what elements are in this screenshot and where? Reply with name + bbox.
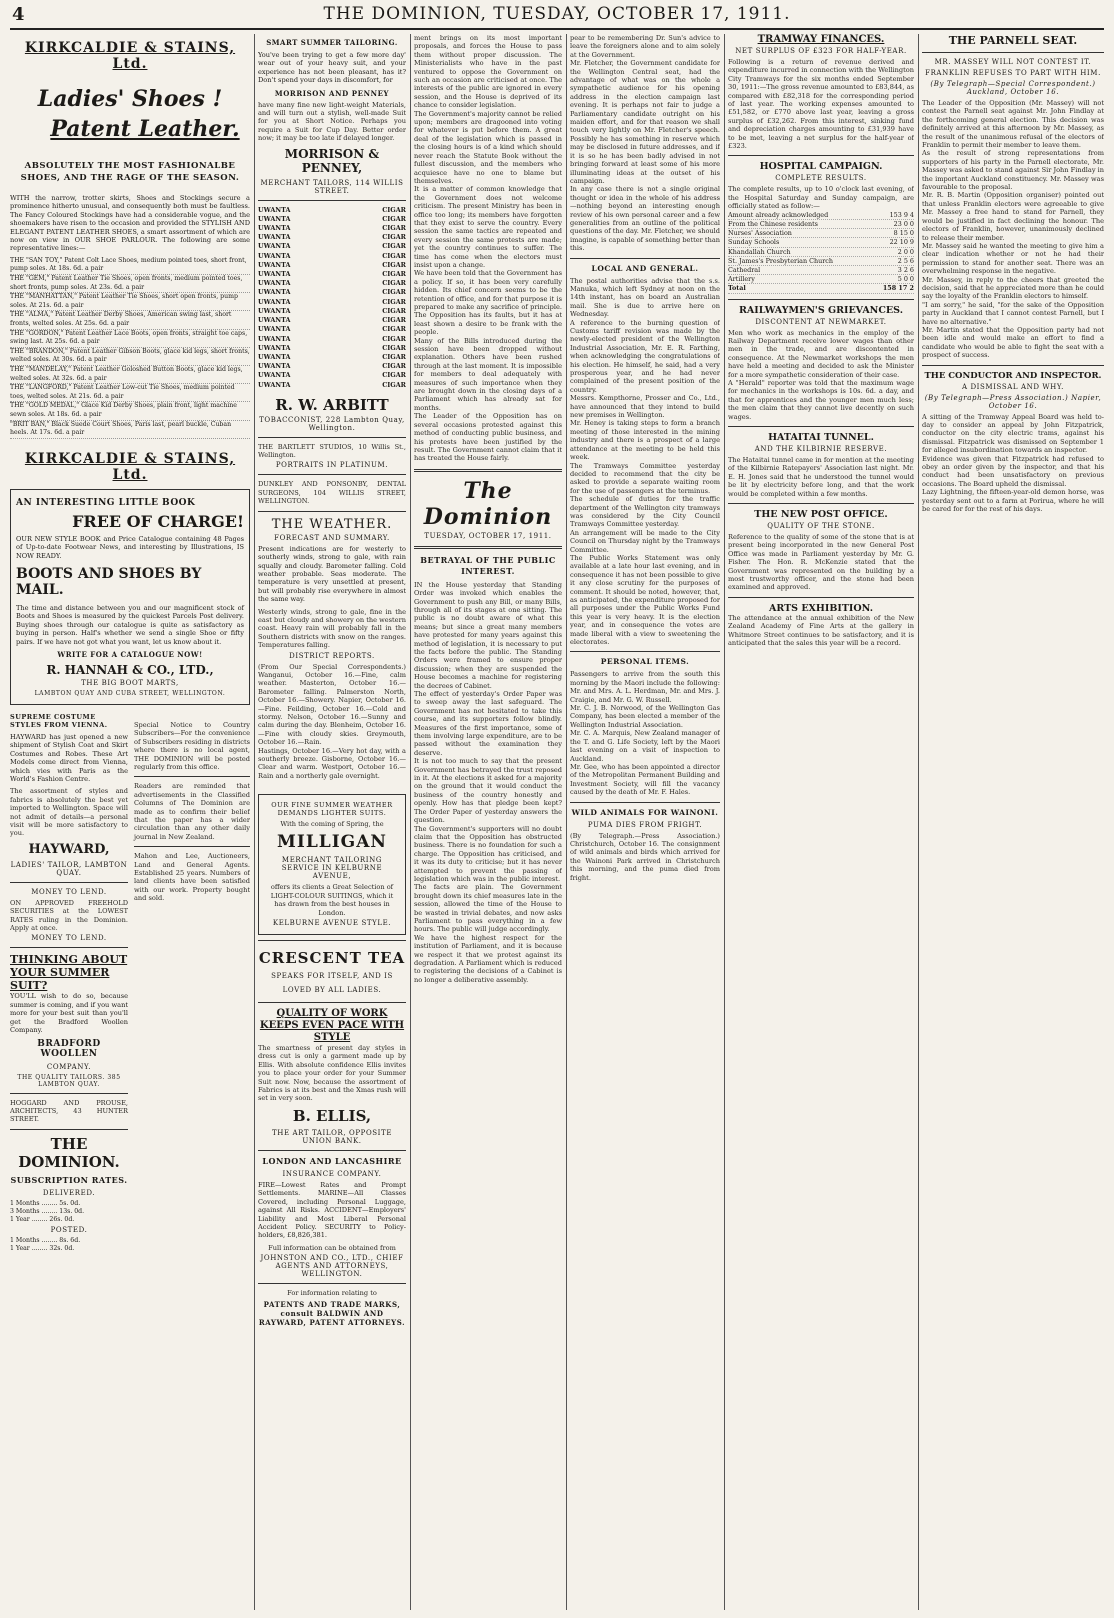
district-reports: DISTRICT REPORTS. [289,651,375,660]
uwanta-word: UWANTA [258,325,291,334]
uwanta-word: UWANTA [258,352,291,361]
morrison-penney: MORRISON & PENNEY, [284,146,380,175]
rate-line: 1 Year ........ 32s. 0d. [10,1245,75,1253]
rate-line: 1 Months ........ 8s. 6d. [10,1237,81,1244]
uwanta-word: UWANTA [258,306,291,315]
hospital-heading: HOSPITAL CAMPAIGN. [759,161,883,173]
delivered-label: DELIVERED. [42,1188,96,1197]
free-of-charge: FREE OF CHARGE! [72,511,244,531]
column-3: ment brings on its most important proposals, and forces the House to pass them without proper discussion. The Ministerialists who have in the past ventured to oppose the Government on such an occasion are criticised at once. The interests of the public are ignored in every session, and the House is deprived of its chance to consider legislation. The Government's majority cannot be relied upon; members are dragooned into voting for whatever is put before them. A great deal of the legislation which is passed in the closing hours is of a kind which should never reach the Statute Book without the fullest discussion, and the members who acquiesce have no one to blame but themselves. It is a matter of common knowledge that the Government does not welcome criticism. The present Ministry has been in office too long; its members have forgotten that they exist to serve the country. Every session the same tactics are repeated and every session the same protests are made; yet the country continues to suffer. The time has come when the electors must insist upon a change. We have been told that the Government has a policy. If so, it has been very carefully hidden. Its chief concern seems to be the retention of office, and for that purpose it is prepared to make any sacrifice of principle. The Opposition has its faults, but it has at least shown a desire to be frank with the people. Many of the Bills introduced during the session have been dropped without explanation. Others have been rushed through at the last moment. It is impossible for members to deal adequately with measures of such importance when they are brought down in the closing days of a Parliament which has already sat for months. The Leader of the Opposition has on several occasions protested against this method of conducting public business, and his protests have been justified by the result. The Government cannot claim that it has treated the House fairly. The Dominion TUESDAY, OCTOBER 17, 1911. BETRAYAL OF THE PUBLIC INTEREST. IN the House yesterday that Standing Order was invoked which enables the Government to push any Bill, or many Bills, through all of its stages at one sitting. The public is no doubt aware of what this means; but since a great many members have protested for many years against this method of legislation, it is necessary to put the facts before the public. The Standing Orders were framed to ensure proper discussion; when they are suspended the House becomes a machine for registering the decrees of Cabinet. The effect of yesterday's Order Paper was to sweep away the last safeguard. The Government has not hesitated to take this course, and its supporters follow blindly. Measures of the first importance, some of them involving large expenditure, are to be passed without the examination they deserve. It is not too much to say that the present Government has betrayed the trust reposed in it. At the elections it asked for a majority on the ground that it would conduct the business of the country honestly and openly. How has that pledge been kept? The Order Paper of yesterday answers the question. The Government's supporters will no doubt claim that the Opposition has obstructed business. There is no foundation for such a charge. The Opposition has criticised, and it was its duty to criticise; but it has never attempted to prevent the passing of legislation which was in the public interest. The facts are plain. The Government brought down its chief measures late in the session, allowed the time of the House to be wasted in trivial debates, and now asks Parliament to pass everything in a few hours. The public will judge accordingly. We have the highest respect for the institution of Parliament, and it is because we respect it that we protest against its degradation. A Parliament which is reduced to registering the decisions of a Cabinet is no longer a deliberative assembly. [414,34,562,984]
arbitt-sub: TOBACCONIST, 228 Lambton Quay, Wellington. [259,415,405,432]
parnell-heading: THE PARNELL SEAT. [948,34,1078,47]
table-row: Sunday Schools 22 10 9 [728,238,914,247]
hospital-sub: COMPLETE RESULTS. [775,174,867,183]
dental: DUNKLEY AND PONSONBY, DENTAL SURGEONS, 104 WILLIS STREET, WELLINGTON. [258,480,406,506]
uwanta-row [258,233,406,242]
bartlett: THE BARTLETT STUDIOS, 10 Willis St., Wellington. [258,442,406,460]
uwanta-row [258,206,406,215]
boots-by-mail: BOOTS AND SHOES BY MAIL. [16,565,202,598]
railwaymen-sub: DISCONTENT AT NEWMARKET. [755,317,887,326]
bartlett-sub: PORTRAITS IN PLATINUM. [275,461,389,470]
column-2: SMART SUMMER TAILORING. You've been trying to get a few more day' wear out of your heavy suit, and your experience has not been pleasant, has it? Don't spend your days in discomfort, for MORRISON AND PENNEY have many fine new light-weight Materials, and will turn out a stylish, well-made Suit for you at Short Notice. Perhaps you require a Suit for Cup Day. Better order now; it may be too late if delayed longer. MORRISON & PENNEY, MERCHANT TAILORS, 114 WILLIS STREET. UWANTA CIGAR UWANTA CIGAR UWANTA CIGAR UWANTA CIGAR UWANTA CIGAR UWANTA CIGAR UWANTA CIGAR UWANTA CIGAR UWANTA CIGAR UWANTA CIGAR UWANTA CIGAR UWANTA CIGAR UWANTA CIGAR UWANTA CIGAR UWANTA CIGAR UWANTA CIGAR UWANTA CIGAR UWANTA CIGAR UWANTA CIGAR UWANTA CIGAR R. W. ARBITT TOBACCONIST, 228 Lambton Quay, Wellington. THE BARTLETT STUDIOS, 10 Willis St., Wellington. PORTRAITS IN PLATINUM. DUNKLEY AND PONSONBY, DENTAL SURGEONS, 104 WILLIS STREET, WELLINGTON. THE WEATHER. FORECAST AND SUMMARY. Present indications are for westerly to southerly winds, strong to gale, with rain squally and cloudy. Barometer falling. Cold weather probable. Seas moderate. The temperature is very unsettled at present, but will probably rise everywhere in almost the same way. Westerly winds, strong to gale, fine in the east but cloudy and showery on the western coast. Heavy rain will probably fall in the Southern districts with snow on the ranges. Temperatures falling. DISTRICT REPORTS. (From Our Special Correspondents.) Wanganui, October 16.—Fine, calm weather. Masterton, October 16.—Barometer falling. Palmerston North, October 16.—Showery. Napier, October 16.—Fine. Feilding, October 16.—Cold and stormy. Nelson, October 16.—Sunny and calm during the day. Blenheim, October 16.—Fine with cloudy skies. Greymouth, October 16.—Rain. Hastings, October 16.—Very hot day, with a southerly breeze. Gisborne, October 16.—Clear and warm. Westport, October 16.—Rain and a northerly gale overnight. [258,38,406,780]
london-sub: INSURANCE COMPANY. [282,1169,382,1178]
column-6: THE PARNELL SEAT. MR. MASSEY WILL NOT CONTEST IT. FRANKLIN REFUSES TO PART WITH HIM. (By Telegraph—Special Correspondent.) Auckland, October 16. The Leader of the Opposition (Mr. Massey) will not contest the Parnell seat against Mr. John Findlay at the forthcoming general election. This decision was definitely arrived at this afternoon by Mr. Massey, as the result of the unanimous refusal of the electors of Franklin to permit their member to leave them. As the result of strong representations from supporters of his party in the Parnell electorate, Mr. Massey was asked to stand against Sir John Findlay in the important Auckland constituency. Mr. Massey was favourable to the proposal. Mr. R. B. Martin (Opposition organiser) pointed out that unless Franklin electors were agreeable to give Mr. Massey a free hand to stand for Parnell, they would be justified in fact declining the honour. The electors of Franklin, however, unanimously declined to release their member. Mr. Massey said he wanted the meeting to give him a clear indication whether or not he had their permission to stand for another seat. There was an overwhelming response in the negative. Mr. Massey, in reply to the cheers that greeted the decision, said that he appreciated more than he could say the loyalty of the Franklin electors to himself. "I am sorry," he said, "for the sake of the Opposition party in Auckland that I cannot contest Parnell, but I have no alternative." Mr. Martin stated that the Opposition party had not been idle and would make an effort to find a candidate who would be able to fight the seat with a prospect of success. THE CONDUCTOR AND INSPECTOR. A DISMISSAL AND WHY. (By Telegraph—Press Association.) Napier, October 16. A sitting of the Tramway Appeal Board was held to-day to consider an appeal by John Fitzpatrick, conductor on the city electric trams, against his dismissal. Fitzpatrick was dismissed on September 1 for alleged insubordination towards an inspector. Evidence was given that Fitzpatrick had refused to obey an order given by the inspector, and that his conduct had been unsatisfactory on previous occasions. The Board upheld the dismissal. Lazy Lightning, the fifteen-year-old demon horse, was yesterday sent out to a farm at Porirua, where he will be cared for for the rest of his days. [922,34,1104,514]
shoe-line: THE "LANGFORD," Patent Leather Low-cut Tie Shoes, medium pointed toes, welted soles. At 21s. 6d. a pair [10,384,250,402]
uwanta-ad [258,206,406,396]
uwanta-word: UWANTA [258,380,291,389]
cigar-word: CIGAR [382,233,406,242]
cigar-word: CIGAR [382,224,406,233]
uwanta-row [258,362,406,371]
arts-heading: ARTS EXHIBITION. [768,602,873,614]
column-5: TRAMWAY FINANCES. NET SURPLUS OF £323 FOR HALF-YEAR. Following is a return of revenue derived and expenditure incurred in connection with the Wellington City Tramways for the six months ended September 30, 1911:—The gross revenue amounted to £83,844, as compared with £82,318 for the corresponding period of last year. The working expenses amounted to £51,582, or £770 above last year, leaving a gross surplus of £32,262. From this interest, sinking fund and depreciation charges amounting to £31,939 have to be met, leaving a net surplus for the half-year of £323. HOSPITAL CAMPAIGN. COMPLETE RESULTS. The complete results, up to 10 o'clock last evening, of the Hospital Saturday and Sunday campaign, are officially stated as follow:— Amount already acknowledged 153 9 4 From the Chinese residents 23 0 0 Nurses' Association 8 15 0 Sunday Schools 22 10 9 Khandallah Church 2 0 0 St. James's Presbyterian Church 2 5 6 Cathedral 3 2 6 Artillery 5 0 0 Total 158 17 2 RAILWAYMEN'S GRIEVANCES. DISCONTENT AT NEWMARKET. Men who work as mechanics in the employ of the Railway Department receive lower wages than other men in the trade, and are discontented in consequence. At the Newmarket workshops the men have held a meeting and decided to ask the Minister for a more sympathetic consideration of their case. A "Herald" reporter was told that the maximum wage for mechanics in the workshops is 10s. 6d. a day, and that for apprentices and the younger men much less; the men claim that they cannot live decently on such wages. HATAITAI TUNNEL. AND THE KILBIRNIE RESERVE. The Hataitai tunnel came in for mention at the meeting of the Kilbirnie Ratepayers' Association last night. Mr. E. H. Jones said that he understood the tunnel would be lit by electricity before long, and that the work would be completed within a few months. THE NEW POST OFFICE. QUALITY OF THE STONE. Reference to the quality of some of the stone that is at present being incorporated in the new General Post Office was made in Parliament yesterday by Mr. G. Fisher. The Hon. R. McKenzie stated that the Government was represented on the building by a most trustworthy officer, and the stone had been examined and approved. ARTS EXHIBITION. The attendance at the annual exhibition of the New Zealand Academy of Fine Arts at the gallery in Whitmore Street continues to be satisfactory, and it is anticipated that the sales this year will be a record. [728,34,914,648]
uwanta-row [258,316,406,325]
franklin-sub: FRANKLIN REFUSES TO PART WITH HIM. [925,69,1101,77]
milligan-sub: MERCHANT TAILORING SERVICE IN KELBURNE AVENUE, [281,856,383,881]
uwanta-row [258,215,406,224]
uwanta-row [258,279,406,288]
thinking-text: YOU'LL wish to do so, because summer is coming, and if you want more for your best suit than you'll get the Bradford Woollen Company. [10,992,128,1035]
cigar-word: CIGAR [382,279,406,288]
milligan-name: MILLIGAN [277,832,387,853]
cigar-word: CIGAR [382,260,406,269]
dominion-heading: THE DOMINION. [18,1134,120,1171]
uwanta-row [258,381,406,390]
shoe-line: THE "MANHATTAN," Patent Leather Tie Shoes, short open fronts, pump soles. At 21s. 6d. a pair [10,293,250,311]
cigar-word: CIGAR [382,270,406,279]
weather-text: Present indications are for westerly to southerly winds, strong to gale, with rain squally and cloudy. Barometer falling. Cold weather probable. Seas moderate. The temperature is very unsettled at present, but will probably rise everywhere in almost the same way. [258,544,406,604]
uwanta-row [258,270,406,279]
crescent-tea: CRESCENT TEA [258,949,406,968]
conductor-heading: THE CONDUCTOR AND INSPECTOR. [924,370,1102,381]
cigar-word: CIGAR [382,297,406,306]
uwanta-word: UWANTA [258,343,291,352]
cigar-word: CIGAR [382,352,406,361]
tramway-sub: NET SURPLUS OF £323 FOR HALF-YEAR. [735,47,907,55]
hayward-filler: The assortment of styles and fabrics is absolutely the best yet imported to Wellington. Space will not admit of details—a personal visit will be more satisfactory to you. [10,787,128,838]
dismissal-sub: A DISMISSAL AND WHY. [961,382,1065,391]
book-text: OUR NEW STYLE BOOK and Price Catalogue containing 48 Pages of Up-to-date Footwear News, and interesting by Illustrations, IS NOW READY. [16,534,244,560]
uwanta-row [258,344,406,353]
write-catalogue: WRITE FOR A CATALOGUE NOW! [57,649,203,659]
table-row: St. James's Presbyterian Church 2 5 6 [728,256,914,265]
ellis-sub: THE ART TAILOR, OPPOSITE UNION BANK. [271,1128,393,1145]
catalogue-ad [10,489,250,705]
uwanta-row [258,242,406,251]
firm-name-2: KIRKCALDIE & STAINS, Ltd. [24,450,236,483]
hannah-name: R. HANNAH & CO., LTD., [46,662,214,677]
cigar-word: CIGAR [382,288,406,297]
cigar-word: CIGAR [382,325,406,334]
rate-line: 1 Year ........ 26s. 0d. [10,1215,75,1223]
milligan-ad: OUR FINE SUMMER WEATHER DEMANDS LIGHTER SUITS. With the coming of Spring, the MILLIGAN MERCHANT TAILORING SERVICE IN KELBURNE AVENUE, offers its clients a Great Selection of LIGHT-COLOUR SUITINGS, which it has drawn from the best houses in London. KELBURNE AVENUE STYLE. [258,794,406,935]
masthead-title: THE DOMINION, TUESDAY, OCTOBER 17, 1911. [323,4,791,24]
table-row: Total 158 17 2 [728,284,914,293]
post-office-sub: QUALITY OF THE STONE. [767,522,875,531]
shoes-intro: WITH the narrow, trotter skirts, Shoes and Stockings secure a prominence hitherto unusual, and consequently both must be faultless. The Fancy Coloured Stockings have had a considerable vogue, and the shoemakers have risen to the occasion and provided the STYLISH AND ELEGANT PATENT LEATHER SHOES, a smart assortment of which are now on view in OUR SHOE PARLOUR. The following are some representative lines:— [10,194,250,253]
uwanta-word: UWANTA [258,334,291,343]
uwanta-word: UWANTA [258,270,291,279]
uwanta-word: UWANTA [258,251,291,260]
morrison-sub: MERCHANT TAILORS, 114 WILLIS STREET. [260,178,404,195]
betrayal-heading: BETRAYAL OF THE PUBLIC INTEREST. [420,554,556,576]
uwanta-row [258,261,406,270]
column-1 [10,34,250,1610]
tramway-heading: TRAMWAY FINANCES. [757,34,885,45]
dominion-date: TUESDAY, OCTOBER 17, 1911. [424,531,552,540]
hayward-text: HAYWARD has just opened a new shipment of Stylish Coat and Skirt Costumes and Robes. These Art Models come direct from Vienna, which vies with Paris as the World's Fashion Centre. [10,732,128,783]
hayward-sub: LADIES' TAILOR, LAMBTON QUAY. [10,860,128,877]
shoes-subheading: ABSOLUTELY THE MOST FASHIONALBE SHOES, AND THE RAGE OF THE SEASON. [20,161,240,183]
shoe-line: THE "MANDELAY," Patent Leather Goloshed Button Boots, glace kid legs, welted soles. At 32s. 6d. a pair [10,366,250,384]
forecast-heading: FORECAST AND SUMMARY. [274,533,390,542]
puma-sub: PUMA DIES FROM FRIGHT. [587,820,703,829]
hataitai-heading: HATAITAI TUNNEL. [768,431,874,443]
table-row: Nurses' Association 8 15 0 [728,229,914,238]
ellis-name: B. ELLIS, [292,1106,372,1125]
uwanta-word: UWANTA [258,288,291,297]
shoe-line: THE "GEM," Patent Leather Tie Shoes, open fronts, medium pointed toes, short fronts, pump soles. At 23s. 6d. a pair [10,275,250,293]
thinking-heading: THINKING ABOUT YOUR SUMMER SUIT? [10,953,128,993]
patent-leather-headline: Patent Leather. [50,116,240,142]
rate-line: 1 Months ........ 5s. 0d. [10,1199,81,1207]
hataitai-sub: AND THE KILBIRNIE RESERVE. [754,444,888,453]
smart-text: You've been trying to get a few more day' wear out of your heavy suit, and your experience has not been pleasant, has it? Don't spend your days in discomfort, for [258,51,406,85]
cigar-word: CIGAR [382,334,406,343]
hoggard: HOGGARD AND PROUSE, ARCHITECTS, 43 HUNTER STREET. [10,1098,128,1124]
page-number: 4 [12,4,25,25]
cigar-word: CIGAR [382,214,406,223]
money-filler: ON APPROVED FREEHOLD SECURITIES at the LOWEST RATES ruling in the Dominion. Apply at once. [10,898,128,933]
uwanta-word: UWANTA [258,279,291,288]
column-1-right-ads: Special Notice to Country Subscribers—For the convenience of Subscribers residing in districts where there is no local agent, THE DOMINION will be posted regularly from this office. Readers are reminded that advertisements in the Classified Columns of The Dominion are made as to confirm their belief that the paper has a wider circulation than any other daily journal in New Zealand. Mahon and Lee, Auctioneers, Land and General Agents. Established 25 years. Numbers of land clients have been satisfied with our work. Property bought and sold. [134,720,250,903]
shoe-line: THE "GORDON," Patent Leather Lace Boots, open fronts, straight toe caps, swing last. At 25s. 6d. a pair [10,330,250,348]
firm-name: KIRKCALDIE & STAINS, Ltd. [24,40,236,72]
cigar-word: CIGAR [382,306,406,315]
smart-summer: SMART SUMMER TAILORING. [266,38,398,47]
table-row: From the Chinese residents 23 0 0 [728,219,914,228]
uwanta-word: UWANTA [258,260,291,269]
shoe-line: THE "BRANDON," Patent Leather Gibson Boots, glace kid legs, short fronts, welted soles. At 30s. 6d. a pair [10,348,250,366]
uwanta-word: UWANTA [258,233,291,242]
hannah-address: LAMBTON QUAY AND CUBA STREET, WELLINGTON. [34,689,226,697]
local-general: LOCAL AND GENERAL. [591,263,699,273]
cigar-word: CIGAR [382,380,406,389]
posted-label: POSTED. [50,1226,88,1234]
hayward-heading: SUPREME COSTUME STYLES FROM VIENNA. [10,712,108,729]
rate-line: 3 Months ........ 13s. 0d. [10,1207,85,1215]
telegraph-line: (By Telegraph—Special Correspondent.) Auckland, October 16. [930,80,1096,96]
masthead [10,4,1104,30]
uwanta-word: UWANTA [258,316,291,325]
shoe-lines [10,257,250,439]
uwanta-word: UWANTA [258,362,291,371]
uwanta-word: UWANTA [258,297,291,306]
cigar-word: CIGAR [382,316,406,325]
milligan-address: KELBURNE AVENUE STYLE. [272,919,392,928]
cigar-word: CIGAR [382,242,406,251]
bradford-name: BRADFORD WOOLLEN [37,1038,101,1059]
hannah-sub: THE BIG BOOT MARTS, [81,678,179,687]
subscription-rates: SUBSCRIPTION RATES. [10,1174,128,1185]
personal-items: PERSONAL ITEMS. [600,657,690,667]
boots-text: The time and distance between you and our magnificent stock of Boots and Shoes is measured by the quickest Parcels Post delivery. Buying shoes through our catalogue is quite as satisfactory as buying in person. Half's whether we send a single Shoe or fifty pairs. If we have not got what you want, let us know about it. [16,603,244,646]
shoe-line: THE "GOLD MEDAL," Glace Kid Derby Shoes, plain front, light machine sewn soles. At 18s. 6d. a pair [10,402,250,420]
uwanta-word: UWANTA [258,205,291,214]
post-office-heading: THE NEW POST OFFICE. [754,509,888,521]
uwanta-word: UWANTA [258,242,291,251]
cigar-word: CIGAR [382,251,406,260]
milligan-intro: OUR FINE SUMMER WEATHER DEMANDS LIGHTER SUITS. [271,801,393,817]
weather-heading: THE WEATHER. [271,516,393,532]
london-heading: LONDON AND LANCASHIRE [262,1155,402,1166]
uwanta-row [258,252,406,261]
uwanta-word: UWANTA [258,371,291,380]
table-row: Khandallah Church 2 0 0 [728,247,914,256]
column-2-lower-ads: OUR FINE SUMMER WEATHER DEMANDS LIGHTER SUITS. With the coming of Spring, the MILLIGAN MERCHANT TAILORING SERVICE IN KELBURNE AVENUE, offers its clients a Great Selection of LIGHT-COLOUR SUITINGS, which it has drawn from the best houses in London. KELBURNE AVENUE STYLE. CRESCENT TEA SPEAKS FOR ITSELF, AND IS LOVED BY ALL LADIES. QUALITY OF WORK KEEPS EVEN PACE WITH STYLE The smartness of present day styles in dress cut is only a garment made up by Ellis. With absolute confidence Ellis invites you to place your order for your Summer Suit now. Now, because the assortment of Fabrics is at its best and the Xmas rush will set in very soon. B. ELLIS, THE ART TAILOR, OPPOSITE UNION BANK. LONDON AND LANCASHIRE INSURANCE COMPANY. FIRE—Lowest Rates and Prompt Settlements. MARINE—All Classes Covered, including Personal Luggage, against All Risks. ACCIDENT—Employers' Liability and Most Liberal Personal Accident Policy. SECURITY to Policy-holders, £8,826,381. Full information can be obtained from JOHNSTON AND CO., LTD., CHIEF AGENTS AND ATTORNEYS, WELLINGTON. For information relating to PATENTS AND TRADE MARKS, consult BALDWIN AND RAYWARD, PATENT ATTORNEYS. [258,790,406,1610]
uwanta-row [258,288,406,297]
ladies-shoes-headline: Ladies' Shoes ! [37,86,223,112]
money-to-lend: MONEY TO LEND. [31,887,107,896]
money-to-lend-2: MONEY TO LEND. [31,934,107,943]
column-4: pear to be remembering Dr. Sun's advice to leave the foreigners alone and to aim solely at the Government. Mr. Fletcher, the Government candidate for the Wellington Central seat, had the advantage of what was on the whole a sympathetic audience for his opening address in the election campaign last evening. It is perhaps not fair to judge a Parliamentary candidate outright on his maiden effort, and for that reason we shall touch very lightly on Mr. Fletcher's speech. Possibly he has something in reserve which may be disclosed in future addresses, and if it is so he has been badly advised in not bringing forward at least some of his more illuminating ideas at the outset of his campaign. In any case there is not a single original thought or idea in the whole of his address—nothing beyond an interesting enough review of his own personal career and a few generalities from an outline of the political questions of the day. Mr. Fletcher, we should imagine, is capable of something better than this. LOCAL AND GENERAL. The postal authorities advise that the s.s. Manuka, which left Sydney at noon on the 14th instant, has on board an Australian mail. She is due to arrive here on Wednesday. A reference to the burning question of Customs tariff revision was made by the newly-elected president of the Wellington Industrial Association, Mr. E. R. Farthing, when acknowledging the congratulations of his election. He himself, he said, had a very prosperous year, and he had never complained of the present position of the country. Messrs. Kempthorne, Prosser and Co., Ltd., have announced that they intend to build new premises in Wellington. Mr. Heney is taking steps to form a branch meeting of those interested in the mining industry and there is a prospect of a large attendance at the meeting to be held this week. The Tramways Committee yesterday decided to recommend that the city be asked to provide a separate waiting room for the use of passengers at the terminus. The schedule of duties for the traffic department of the Wellington city tramways was considered by the City Council Tramways Committee yesterday. An arrangement will be made to the City Council on Thursday night by the Tramways Committee. The Public Works Statement was only available at a late hour last evening, and in consequence it has not been possible to give it any close scrutiny for the purposes of comment. It should be noted, however, that, as anticipated, the expenditure proposed for all purposes under the Public Works Fund this year is very heavy. It is the election year, and in consequence the votes are made liberal with a view to sweetening the electorates. PERSONAL ITEMS. Passengers to arrive from the south this morning by the Maori include the following: Mr. and Mrs. A. L. Herdman, Mr. and Mrs. J. Craigie, and Mr. G. W. Russell. Mr. C. J. B. Norwood, of the Wellington Gas Company, has been elected a member of the Wellington Industrial Association. Mr. C. A. Marquis, New Zealand manager of the T. and G. Life Society, left by the Maori last evening on a visit of inspection to Auckland. Mr. Gee, who has been appointed a director of the Metropolitan Permanent Building and Investment Society, will fill the vacancy caused by the death of Mr. F. Hales. WILD ANIMALS FOR WAINONI. PUMA DIES FROM FRIGHT. (By Telegraph.—Press Association.) Christchurch, October 16. The consignment of wild animals and birds which arrived for the Wainoni Park arrived in Christchurch this morning, and the puma died from fright. [570,34,720,882]
wild-animals: WILD ANIMALS FOR WAINONI. [571,807,719,817]
uwanta-row [258,371,406,380]
london-text: FIRE—Lowest Rates and Prompt Settlements. MARINE—All Classes Covered, including Personal Luggage, against All Risks. ACCIDENT—Employers' Liability and Most Liberal Personal Accident Policy. SECURITY to Policy-holders, £8,826,381. [258,1180,406,1240]
hospital-table [728,211,914,294]
quality-heading: QUALITY OF WORK KEEPS EVEN PACE WITH STYLE [259,1008,405,1044]
cigar-word: CIGAR [382,205,406,214]
bradford-sub: COMPANY. [46,1062,92,1071]
uwanta-word: UWANTA [258,224,291,233]
uwanta-row [258,353,406,362]
shoe-line: "BRIT BAN," Black Suede Court Shoes, Paris last, pearl buckle, Cuban heels. At 17s. 6d. a pair [10,421,250,439]
uwanta-row [258,307,406,316]
shoe-line: THE "SAN TOY," Patent Colt Lace Shoes, medium pointed toes, short front, pump soles. At 18s. 6d. a pair [10,257,250,275]
uwanta-word: UWANTA [258,214,291,223]
uwanta-row [258,325,406,334]
book-intro: AN INTERESTING LITTLE BOOK [16,497,196,508]
cigar-word: CIGAR [382,343,406,352]
uwanta-row [258,224,406,233]
morrison-name: MORRISON AND PENNEY [274,88,390,98]
telegraph-line-2: (By Telegraph—Press Association.) Napier, October 16. [924,393,1102,410]
dominion-masthead: The Dominion [423,477,553,530]
table-row: Cathedral 3 2 6 [728,265,914,274]
crescent-sub: SPEAKS FOR ITSELF, AND IS LOVED BY ALL LADIES. [271,972,393,995]
hayward-name: HAYWARD, [28,841,110,857]
arbitt-name: R. W. ARBITT [275,395,389,414]
shoe-line: THE "ALMA," Patent Leather Derby Shoes, American swing last, short fronts, welted soles. At 25s. 6d. a pair [10,311,250,329]
railwaymen-heading: RAILWAYMEN'S GRIEVANCES. [738,304,903,316]
bradford-address: THE QUALITY TAILORS. 385 LAMBTON QUAY. [17,1073,121,1088]
hayward-ad [10,709,128,1253]
parnell-sub: MR. MASSEY WILL NOT CONTEST IT. [934,58,1092,66]
cigar-word: CIGAR [382,371,406,380]
patents: PATENTS AND TRADE MARKS, consult BALDWIN AND RAYWARD, PATENT ATTORNEYS. [258,1299,406,1327]
table-row: Artillery 5 0 0 [728,275,914,284]
table-row: Amount already acknowledged 153 9 4 [728,210,914,219]
uwanta-row [258,335,406,344]
uwanta-row [258,298,406,307]
cigar-word: CIGAR [382,362,406,371]
johnston: JOHNSTON AND CO., LTD., CHIEF AGENTS AND ATTORNEYS, WELLINGTON. [260,1254,404,1279]
